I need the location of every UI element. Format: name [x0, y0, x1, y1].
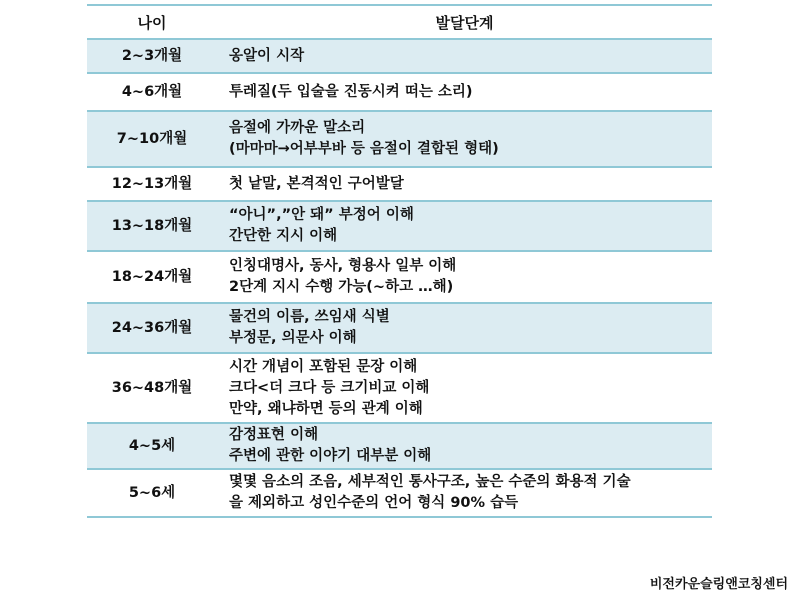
- stage-cell: [217, 469, 712, 517]
- stage-cell: [217, 39, 712, 73]
- table-row: [87, 303, 712, 353]
- table-row: [87, 423, 712, 469]
- stage-line: 투레질(두 입술을 진동시켜 떠는 소리): [229, 83, 473, 100]
- stage-line: 부정문, 의문사 이해: [229, 330, 357, 346]
- stage-line: 음절에 가까운 말소리: [229, 120, 366, 136]
- age-cell: 2~3개월: [87, 39, 217, 73]
- stage-line: “아니”,”안 돼” 부정어 이해: [229, 207, 414, 223]
- stage-line: 만약, 왜냐하면 등의 관계 이해: [229, 400, 423, 417]
- stage-line: 을 제외하고 성인수준의 언어 형식 90% 습득: [229, 495, 519, 511]
- source-credit: 비전카운슬링앤코칭센터: [649, 577, 788, 592]
- age-cell: 18~24개월: [87, 251, 217, 303]
- age-cell: 4~5세: [87, 423, 217, 469]
- table-row: [87, 39, 712, 73]
- stage-cell: [217, 251, 712, 303]
- age-cell: 4~6개월: [87, 73, 217, 111]
- stage-line: 2단계 지시 수행 가능(~하고 …해): [229, 279, 454, 295]
- stage-cell: [217, 201, 712, 251]
- table-row: [87, 111, 712, 167]
- age-cell: 12~13개월: [87, 167, 217, 201]
- table-row: [87, 353, 712, 423]
- stage-line: 첫 낱말, 본격적인 구어발달: [229, 175, 404, 192]
- table-header-row: [87, 5, 712, 39]
- stage-cell: [217, 353, 712, 423]
- age-cell: 7~10개월: [87, 111, 217, 167]
- stage-cell: [217, 73, 712, 111]
- stage-line: 옹알이 시작: [229, 47, 305, 64]
- stage-cell: [217, 111, 712, 167]
- table-row: [87, 251, 712, 303]
- stage-line: 시간 개념이 포함된 문장 이해: [229, 358, 418, 375]
- header-stage: 발달단계: [217, 5, 712, 39]
- stage-line: (마마마→어부부바 등 음절이 결합된 형태): [229, 141, 499, 157]
- stage-cell: [217, 303, 712, 353]
- table-row: [87, 73, 712, 111]
- stage-line: 감정표현 이해: [229, 427, 319, 443]
- development-table-container: [87, 4, 712, 518]
- age-cell: 24~36개월: [87, 303, 217, 353]
- stage-line: 크다<더 크다 등 크기비교 이해: [229, 379, 430, 396]
- age-cell: 5~6세: [87, 469, 217, 517]
- table-row: [87, 469, 712, 517]
- stage-line: 주변에 관한 이야기 대부분 이해: [229, 448, 432, 464]
- stage-line: 인칭대명사, 동사, 형용사 일부 이해: [229, 258, 457, 274]
- age-cell: 13~18개월: [87, 201, 217, 251]
- stage-line: 물건의 이름, 쓰임새 식별: [229, 309, 390, 325]
- age-cell: 36~48개월: [87, 353, 217, 423]
- header-age: 나이: [87, 5, 217, 39]
- stage-line: 몇몇 음소의 조음, 세부적인 통사구조, 높은 수준의 화용적 기술: [229, 474, 631, 490]
- stage-cell: [217, 423, 712, 469]
- stage-line: 간단한 지시 이해: [229, 228, 338, 244]
- stage-cell: [217, 167, 712, 201]
- table-row: [87, 201, 712, 251]
- language-development-table: [87, 4, 712, 518]
- table-row: [87, 167, 712, 201]
